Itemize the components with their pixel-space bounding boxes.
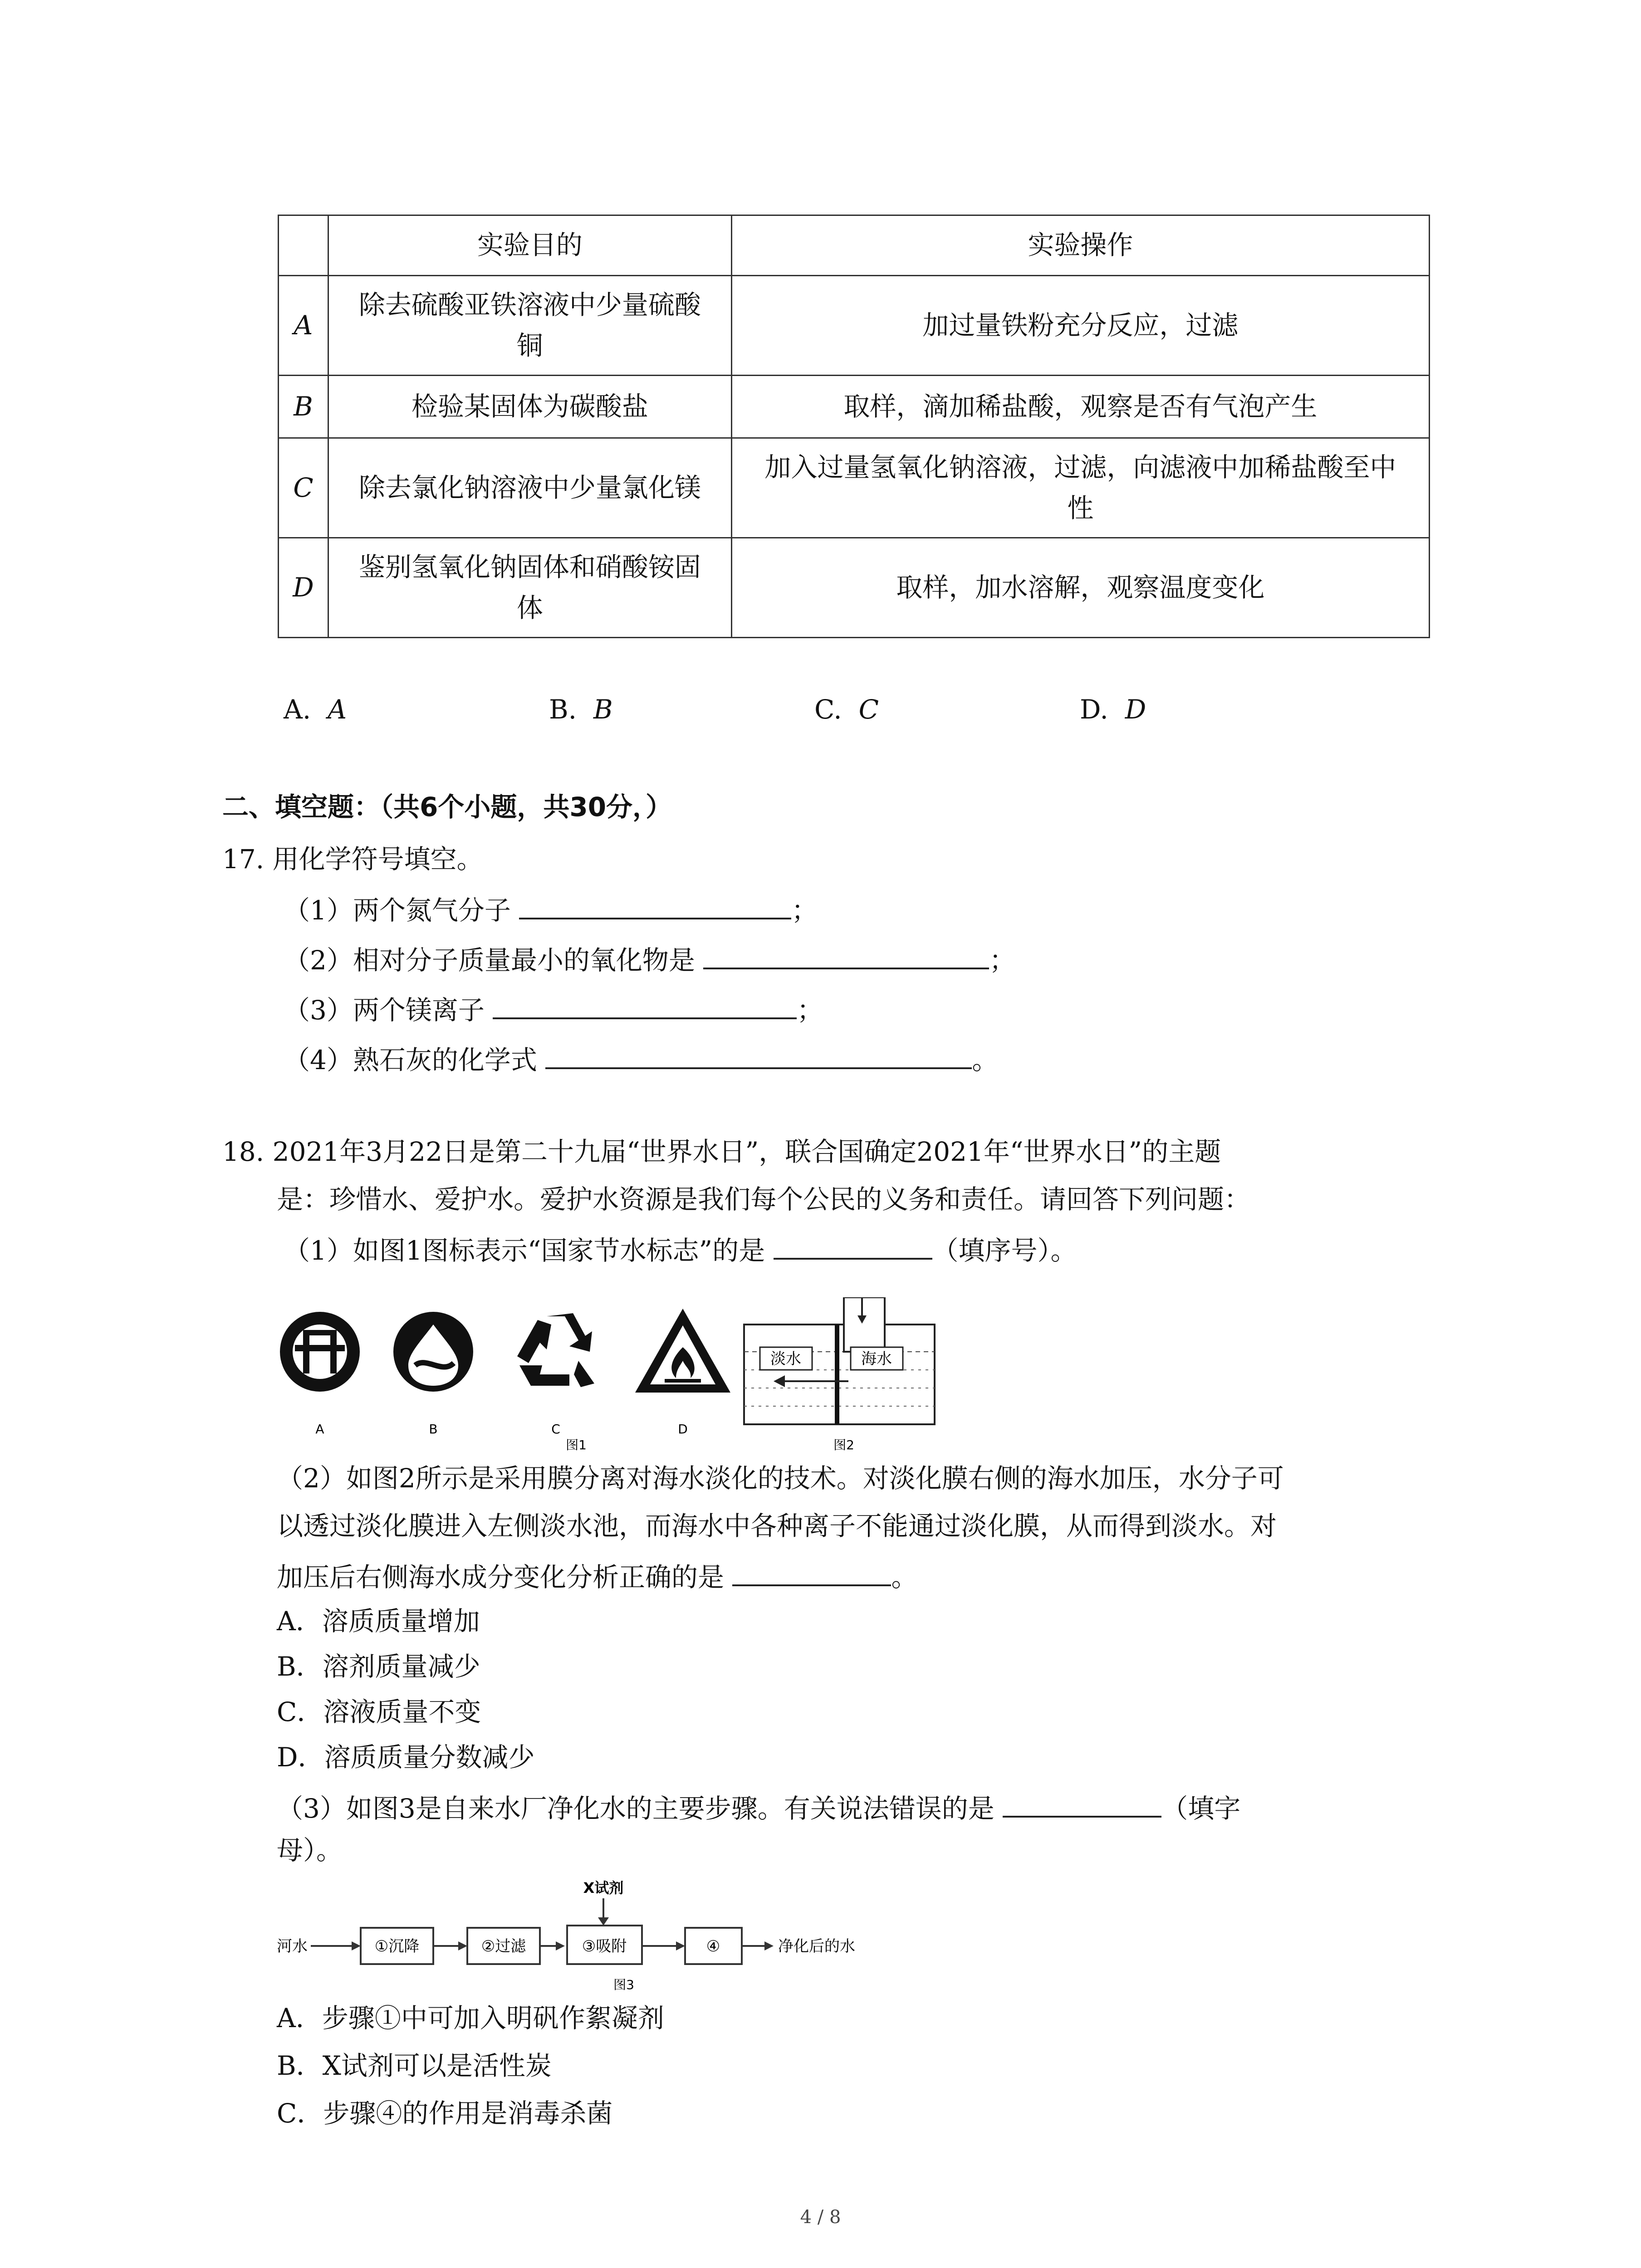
item-end: ；: [989, 945, 1016, 976]
item-end: ；: [797, 995, 823, 1026]
experiment-table: [278, 215, 1430, 638]
part-text: （3）如图3是自来水厂净化水的主要步骤。有关说法错误的是: [277, 1793, 994, 1824]
table-row: [279, 438, 1430, 538]
choice-a[interactable]: [284, 694, 347, 726]
row-label: C: [279, 438, 328, 538]
q18-part-1: [284, 1232, 1077, 1267]
part-text: 加压后右侧海水成分变化分析正确的是: [277, 1562, 725, 1593]
answer-blank[interactable]: [703, 941, 989, 969]
figure-3-caption: 图3: [613, 1977, 634, 1992]
figure-1: [277, 1297, 948, 1452]
page-number: 4 / 8: [800, 2207, 841, 2228]
figure-1-label: A: [315, 1422, 324, 1437]
figure-3: [277, 1876, 912, 1998]
flow-start-label: 河水: [277, 1937, 308, 1955]
reagent-label: X试剂: [583, 1879, 624, 1897]
flow-step: ④: [706, 1937, 720, 1955]
item-text: （4）熟石灰的化学式: [284, 1045, 537, 1075]
figure-2-fresh-label: 淡水: [770, 1350, 801, 1368]
operation-cell: 取样，加水溶解，观察温度变化: [731, 538, 1429, 638]
q18-part-2-line-2: 以透过淡化膜进入左侧淡水池，而海水中各种离子不能通过淡化膜，从而得到淡水。对: [277, 1510, 1277, 1541]
table-row: [279, 276, 1430, 376]
choice-key: B.: [549, 694, 577, 725]
option-c[interactable]: C．步骤④的作用是消毒杀菌: [277, 2098, 613, 2129]
recycle-icon: [517, 1313, 594, 1387]
item-end: ；: [791, 895, 818, 926]
part-end: 。: [891, 1562, 918, 1593]
q17-item-4: [284, 1041, 998, 1076]
flow-step: ②过滤: [481, 1937, 526, 1955]
flow-step: ③吸附: [582, 1937, 627, 1955]
part-text: （1）如图1图标表示“国家节水标志”的是: [284, 1235, 765, 1266]
choice-d[interactable]: [1080, 694, 1146, 726]
logo-a-icon: [280, 1312, 360, 1392]
choice-b[interactable]: [549, 694, 613, 726]
choice-c[interactable]: [814, 694, 879, 726]
option-b[interactable]: B．X试剂可以是活性炭: [277, 2050, 552, 2081]
answer-blank[interactable]: [545, 1041, 972, 1069]
purpose-cell: 检验某固体为碳酸盐: [328, 376, 731, 438]
flammable-warning-icon: [635, 1309, 730, 1393]
purpose-cell: 鉴别氢氧化钠固体和硝酸铵固体: [328, 538, 731, 638]
choice-key: C.: [814, 694, 842, 725]
table-row: [279, 538, 1430, 638]
row-label: D: [279, 538, 328, 638]
operation-cell: 加过量铁粉充分反应，过滤: [731, 276, 1429, 376]
answer-blank[interactable]: [732, 1558, 891, 1586]
purpose-cell: 除去氯化钠溶液中少量氯化镁: [328, 438, 731, 538]
q17-item-2: [284, 941, 1015, 977]
item-text: （2）相对分子质量最小的氧化物是: [284, 945, 695, 976]
figure-1-label: D: [678, 1422, 688, 1437]
q18-part-2-line-3: [277, 1558, 917, 1593]
item-text: （1）两个氮气分子: [284, 895, 511, 926]
q17-stem: 17. 用化学符号填空。: [222, 844, 483, 875]
part-end: （填序号）。: [932, 1235, 1077, 1266]
operation-cell: 取样，滴加稀盐酸，观察是否有气泡产生: [731, 376, 1429, 438]
purpose-cell: 除去硫酸亚铁溶液中少量硫酸铜: [328, 276, 731, 376]
choice-value: A: [328, 694, 347, 725]
item-text: （3）两个镁离子: [284, 995, 485, 1026]
option-b[interactable]: B．溶剂质量减少: [277, 1651, 480, 1682]
q18-line-2: 是：珍惜水、爱护水。爱护水资源是我们每个公民的义务和责任。请回答下列问题：: [277, 1184, 1251, 1215]
choice-key: A.: [284, 694, 311, 725]
q18-part-2-line-1: （2）如图2所示是采用膜分离对海水淡化的技术。对淡化膜右侧的海水加压，水分子可: [277, 1463, 1284, 1494]
q17-item-1: [284, 891, 818, 927]
section-title: 二、填空题：（共6个小题，共30分，）: [222, 792, 672, 822]
flow-end-label: 净化后的水: [778, 1937, 855, 1955]
figure-2: [744, 1297, 935, 1452]
operation-cell: 加入过量氢氧化钠溶液，过滤，向滤液中加稀盐酸至中性: [731, 438, 1429, 538]
option-c[interactable]: C．溶液质量不变: [277, 1696, 481, 1727]
figure-1-caption: 图1: [566, 1437, 587, 1452]
water-drop-icon: [393, 1312, 473, 1392]
row-label: B: [279, 376, 328, 438]
table-header-cell: 实验操作: [731, 215, 1429, 276]
choice-value: D: [1125, 694, 1146, 725]
table-header-cell: 实验目的: [328, 215, 731, 276]
q18-part-3-line-2: 母）。: [277, 1835, 343, 1866]
part-end: （填字: [1161, 1793, 1241, 1824]
q17-item-3: [284, 991, 823, 1026]
answer-blank[interactable]: [1003, 1789, 1161, 1818]
table-row: [279, 376, 1430, 438]
option-d[interactable]: D．溶质质量分数减少: [277, 1742, 535, 1773]
option-a[interactable]: A．溶质质量增加: [277, 1606, 480, 1637]
table-header-cell: [279, 215, 328, 276]
item-end: 。: [972, 1045, 999, 1075]
figure-1-label: C: [551, 1422, 560, 1437]
answer-blank[interactable]: [493, 991, 797, 1019]
answer-blank[interactable]: [519, 891, 791, 919]
choice-value: C: [858, 694, 879, 725]
flow-step: ①沉降: [374, 1937, 420, 1955]
table-header-row: [279, 215, 1430, 276]
figure-2-sea-label: 海水: [861, 1350, 892, 1368]
answer-blank[interactable]: [774, 1232, 932, 1260]
row-label: A: [279, 276, 328, 376]
option-a[interactable]: A．步骤①中可加入明矾作絮凝剂: [277, 2003, 664, 2033]
figure-2-caption: 图2: [833, 1437, 854, 1452]
q18-part-3-line-1: [277, 1789, 1240, 1825]
figure-1-label: B: [429, 1422, 438, 1437]
choice-value: B: [593, 694, 613, 725]
q18-line-1: 18. 2021年3月22日是第二十九届“世界水日”，联合国确定2021年“世界水日”的主题: [222, 1136, 1221, 1167]
choice-key: D.: [1080, 694, 1108, 725]
